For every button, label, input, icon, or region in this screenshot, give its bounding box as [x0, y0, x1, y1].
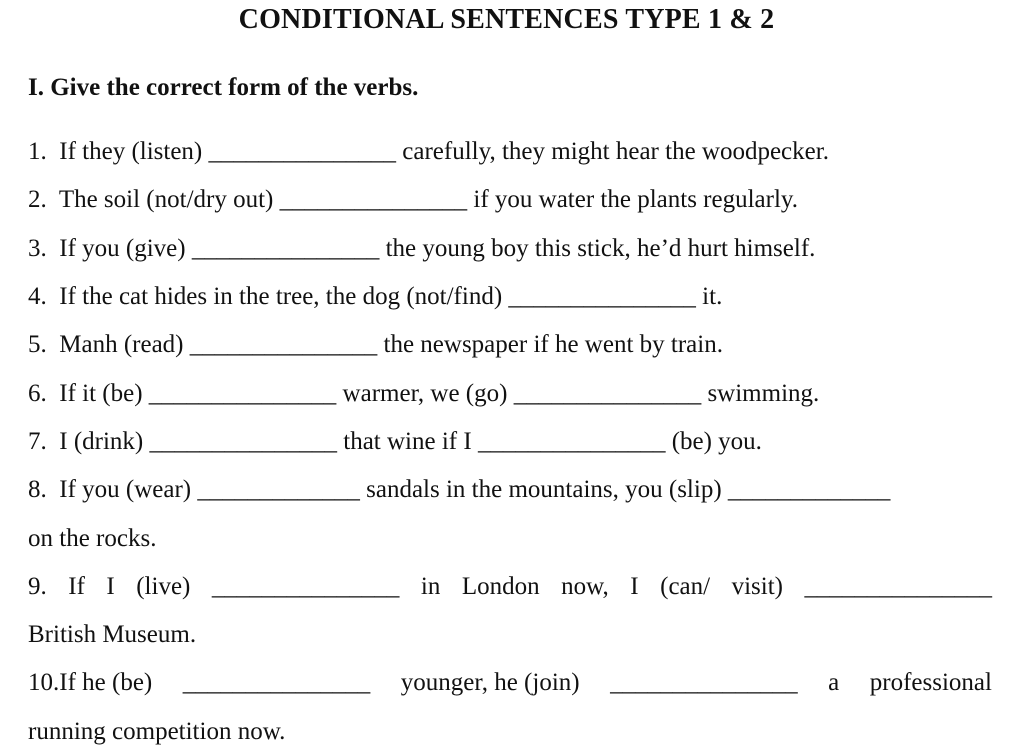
item-number: 5.: [28, 331, 47, 358]
item-text: the young boy this stick, he’d hurt himself.: [385, 235, 816, 262]
item-text: younger, he (join): [400, 669, 580, 696]
item-text: that wine if I: [343, 428, 472, 455]
item-number: 6.: [28, 380, 47, 407]
answer-blank[interactable]: _______________: [610, 669, 798, 696]
item-word: visit): [731, 573, 783, 600]
exercise-item-8: [28, 476, 890, 504]
item-text: If he (be): [59, 669, 153, 696]
item-text: sandals in the mountains, you (slip): [366, 476, 722, 503]
item-word: London: [461, 573, 540, 600]
worksheet-title: CONDITIONAL SENTENCES TYPE 1 & 2: [238, 4, 775, 35]
item-text: if you water the plants regularly.: [473, 186, 799, 213]
answer-blank[interactable]: _______________: [189, 331, 378, 358]
item-text: carefully, they might hear the woodpecker.: [402, 138, 829, 165]
answer-blank[interactable]: _______________: [477, 428, 666, 455]
item-number: 8.: [28, 476, 47, 503]
item-text: on the rocks.: [28, 525, 157, 552]
answer-blank[interactable]: _______________: [191, 235, 380, 262]
item-word: I: [106, 573, 115, 600]
exercise-item-10: [28, 669, 992, 697]
item-number-and-text: [28, 669, 152, 697]
exercise-item-4: [28, 283, 722, 311]
item-word: a: [828, 669, 840, 696]
item-text: If they (listen): [59, 138, 203, 165]
item-text: it.: [702, 283, 723, 310]
answer-blank[interactable]: _____________: [197, 476, 360, 503]
exercise-item-6: [28, 380, 819, 408]
item-word: I: [630, 573, 639, 600]
answer-blank[interactable]: _____________: [727, 476, 891, 503]
exercise-item-1: [28, 138, 829, 166]
exercise-item-10-continuation: [28, 718, 285, 746]
item-text: The soil (not/dry out): [58, 186, 274, 213]
item-word: professional: [869, 669, 992, 696]
item-text: If you (wear): [59, 476, 192, 503]
exercise-item-7: [28, 428, 762, 456]
item-text: British Museum.: [28, 621, 197, 648]
answer-blank[interactable]: _______________: [208, 138, 397, 165]
item-number: 4.: [28, 283, 47, 310]
answer-blank[interactable]: _______________: [508, 283, 696, 310]
item-number: 7.: [28, 428, 47, 455]
exercise-item-5: [28, 331, 723, 359]
item-text: I (drink): [59, 428, 144, 455]
answer-blank[interactable]: _______________: [149, 428, 337, 455]
item-text: Manh (read): [59, 331, 184, 358]
item-word: (can/: [660, 573, 711, 600]
item-text: warmer, we (go): [342, 380, 508, 407]
item-text: running competition now.: [28, 718, 286, 745]
answer-blank[interactable]: _______________: [513, 380, 702, 407]
answer-blank[interactable]: _______________: [279, 186, 468, 213]
exercise-item-8-continuation: [28, 525, 156, 553]
item-text: If the cat hides in the tree, the dog (not/find): [59, 283, 503, 310]
exercise-item-9: [28, 573, 992, 601]
answer-blank[interactable]: _______________: [211, 573, 400, 600]
item-text: the newspaper if he went by train.: [383, 331, 723, 358]
item-text: If you (give): [59, 235, 186, 262]
answer-blank[interactable]: _______________: [182, 669, 371, 696]
item-number: 2.: [28, 186, 47, 213]
item-number: 9.: [28, 573, 47, 600]
answer-blank[interactable]: _______________: [804, 573, 992, 600]
item-word: (live): [136, 573, 191, 600]
exercise-item-3: [28, 235, 815, 263]
exercise-item-2: [28, 186, 798, 214]
item-number: 1.: [28, 138, 47, 165]
answer-blank[interactable]: _______________: [148, 380, 337, 407]
section-heading: I. Give the correct form of the verbs.: [28, 74, 419, 101]
item-word: in: [420, 573, 441, 600]
item-text: (be) you.: [671, 428, 762, 455]
item-word: If: [68, 573, 85, 600]
item-text: If it (be): [59, 380, 143, 407]
exercise-item-9-continuation: [28, 621, 196, 649]
item-word: now,: [561, 573, 609, 600]
item-number: 10.: [28, 669, 60, 696]
item-number: 3.: [28, 235, 47, 262]
item-text: swimming.: [707, 380, 820, 407]
